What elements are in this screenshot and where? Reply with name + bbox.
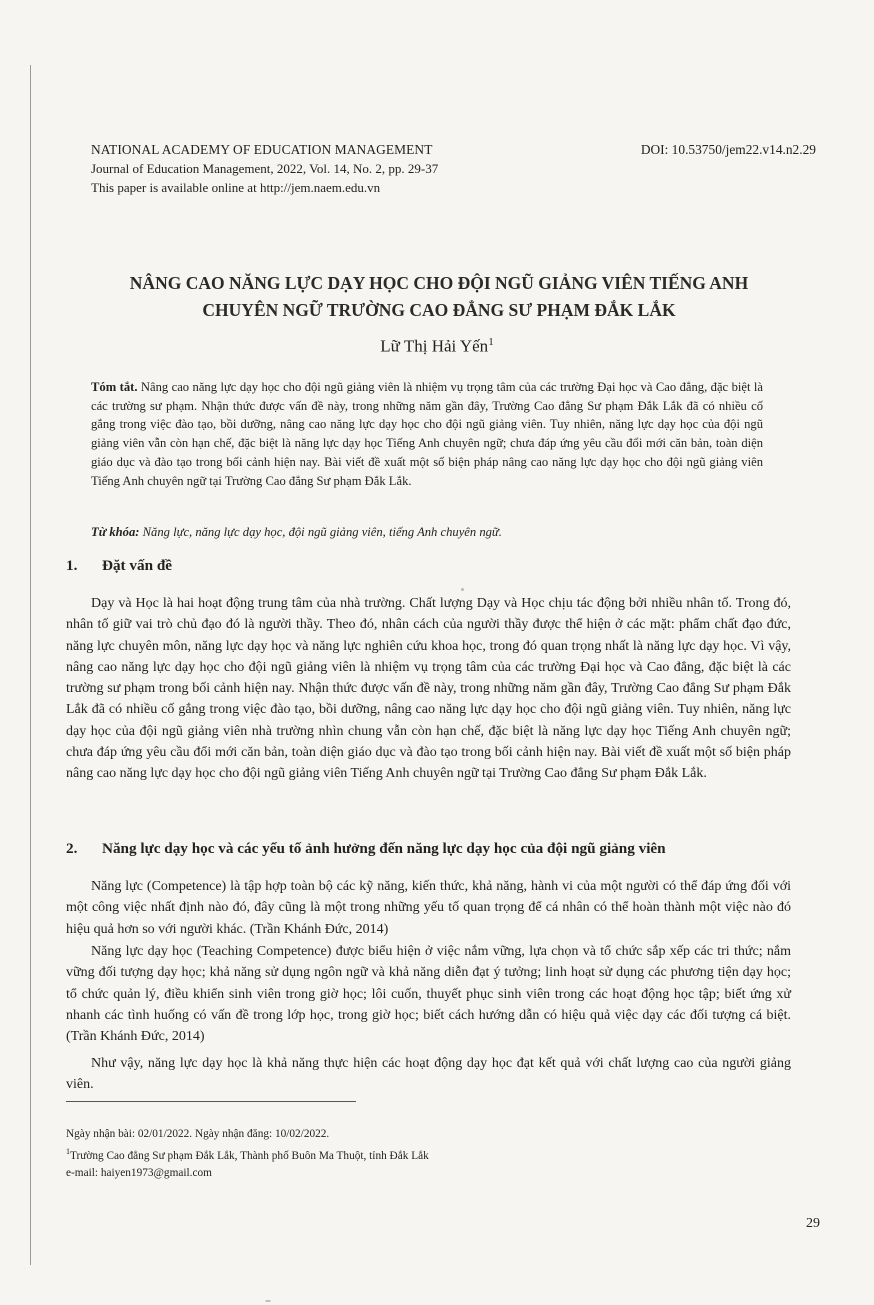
- section-number: 2.: [66, 840, 78, 857]
- scan-speck: [265, 1300, 271, 1302]
- section-title: Năng lực dạy học và các yếu tố ảnh hưởng đến năng lực dạy học của đội ngũ giảng viên: [102, 840, 666, 857]
- section-2-paragraph-1: Năng lực (Competence) là tập hợp toàn bộ các kỹ năng, kiến thức, khả năng, hành vi của một người có thể đáp ứng đối với một công việc nhất định nào đó, đây cũng là một trong những yếu tố quan trọng để cá nhân có thể hoàn thành một việc nào đó hiệu quả hơn so với người khác. (Trần Khánh Đức, 2014): [66, 879, 791, 937]
- abstract-text: Nâng cao năng lực dạy học cho đội ngũ giảng viên là nhiệm vụ trọng tâm của các trường Đại học và Cao đẳng, đặc biệt là các trường sư phạm. Nhận thức được vấn đề này, trong những năm gần đây, Trường Cao đẳng Sư phạm Đắk Lắk đã có nhiều cố gắng trong việc đào tạo, bồi dưỡng, nâng cao năng lực dạy học cho đội ngũ giảng viên. Tuy nhiên, năng lực dạy học của đội ngũ giảng viên vẫn còn hạn chế, đặc biệt là năng lực dạy học Tiếng Anh chuyên ngữ; chưa đáp ứng yêu cầu đổi mới căn bản, toàn diện giáo dục và đào tạo trong bối cảnh hiện nay. Bài viết đề xuất một số biện pháp nâng cao năng lực dạy học cho đội ngũ giảng viên Tiếng Anh chuyên ngữ tại Trường Cao đẳng Sư phạm Đắk Lắk.: [91, 380, 763, 488]
- footnote-dates: Ngày nhận bài: 02/01/2022. Ngày nhận đăng: 10/02/2022.: [66, 1128, 330, 1140]
- journal-header: [91, 140, 438, 197]
- author-name: Lữ Thị Hải Yến: [380, 336, 489, 356]
- footnote-affiliation-mark: 1: [66, 1147, 70, 1156]
- author-affiliation-mark: 1: [488, 336, 494, 348]
- section-2-paragraph-2: Năng lực dạy học (Teaching Competence) được biểu hiện ở việc nắm vững, lựa chọn và tổ chức sắp xếp các tri thức; nắm vững đối tượng dạy học; khả năng sử dụng ngôn ngữ và khả năng diễn đạt ý tưởng; linh hoạt sử dụng các phương tiện dạy học; tổ chức quản lý, điều khiển sinh viên trong giờ học; lôi cuốn, thuyết phục sinh viên trong các hoạt động học tập; biết ứng xử nhanh các tình huống có vấn đề trong lớp học, trong giờ học; biết cách hướng dẫn có hiệu quả việc dạy các đối tượng cá biệt. (Trần Khánh Đức, 2014): [66, 944, 791, 1045]
- footnote-divider: [66, 1101, 356, 1102]
- section-1-paragraph: Dạy và Học là hai hoạt động trung tâm của nhà trường. Chất lượng Dạy và Học chịu tác động bởi nhiều nhân tố. Trong đó, nhân tố giữ vai trò chủ đạo đó là người thầy. Theo đó, nhân cách của người thầy được thể hiện ở các mặt: phẩm chất đạo đức, năng lực chuyên môn, năng lực dạy học và năng lực nghiên cứu khoa học, trong đó quan trọng nhất là năng lực dạy học. Vì vậy, nâng cao năng lực dạy học cho đội ngũ giảng viên là nhiệm vụ trọng tâm của các trường Đại học và Cao đẳng, đặc biệt là các trường sư phạm trong bối cảnh hiện nay. Nhận thức được vấn đề này, trong những năm gần đây, Trường Cao đẳng Sư phạm Đắk Lắk đã có nhiều cố gắng trong việc đào tạo, bồi dưỡng, nâng cao năng lực dạy học cho đội ngũ giảng viên. Tuy nhiên, năng lực dạy học của đội ngũ giảng viên nhà trường nhìn chung vẫn còn hạn chế, đặc biệt là năng lực dạy học Tiếng Anh chuyên ngữ; chưa đáp ứng yêu cầu đổi mới căn bản, toàn diện giáo dục và đào tạo trong bối cảnh hiện nay. Bài viết đề xuất một số biện pháp nâng cao năng lực dạy học cho đội ngũ giảng viên Tiếng Anh chuyên ngữ tại Trường Cao đẳng Sư phạm Đắk Lắk.: [66, 596, 791, 782]
- scan-margin-line: [30, 65, 31, 1265]
- section-heading-2: [66, 840, 666, 858]
- journal-citation: Journal of Education Management, 2022, Vol. 14, No. 2, pp. 29-37: [91, 161, 439, 176]
- abstract-label: Tóm tắt.: [91, 380, 138, 394]
- footnotes: [66, 1126, 429, 1182]
- keywords-label: Từ khóa:: [91, 525, 140, 539]
- title-line-2: CHUYÊN NGỮ TRƯỜNG CAO ĐẲNG SƯ PHẠM ĐẮK LẮK: [202, 300, 676, 320]
- page-number: 29: [806, 1216, 820, 1231]
- footnote-email: e-mail: haiyen1973@gmail.com: [66, 1166, 212, 1179]
- section-heading-1: [66, 557, 172, 575]
- title-line-1: NÂNG CAO NĂNG LỰC DẠY HỌC CHO ĐỘI NGŨ GIẢNG VIÊN TIẾNG ANH: [129, 273, 749, 293]
- keywords-text: Năng lực, năng lực dạy học, đội ngũ giảng viên, tiếng Anh chuyên ngữ.: [139, 525, 502, 539]
- section-title: Đặt vấn đề: [102, 557, 173, 574]
- author-line: [0, 336, 874, 357]
- section-number: 1.: [66, 557, 78, 574]
- organization-name: NATIONAL ACADEMY OF EDUCATION MANAGEMENT: [91, 142, 433, 157]
- paper-title: [60, 270, 818, 324]
- scan-speck: [461, 588, 464, 591]
- footnote-affiliation-line: [66, 1143, 429, 1165]
- keywords: [91, 525, 763, 540]
- section-2-paragraph-3: Như vậy, năng lực dạy học là khả năng thực hiện các hoạt động dạy học đạt kết quả với chất lượng cao của người giảng viên.: [66, 1056, 791, 1093]
- doi-label: DOI: 10.53750/jem22.v14.n2.29: [640, 142, 816, 157]
- abstract: [91, 378, 763, 490]
- availability-note: This paper is available online at http://jem.naem.edu.vn: [91, 180, 381, 195]
- footnote-affiliation: Trường Cao đẳng Sư phạm Đắk Lắk, Thành phố Buôn Ma Thuột, tỉnh Đắk Lắk: [70, 1149, 429, 1162]
